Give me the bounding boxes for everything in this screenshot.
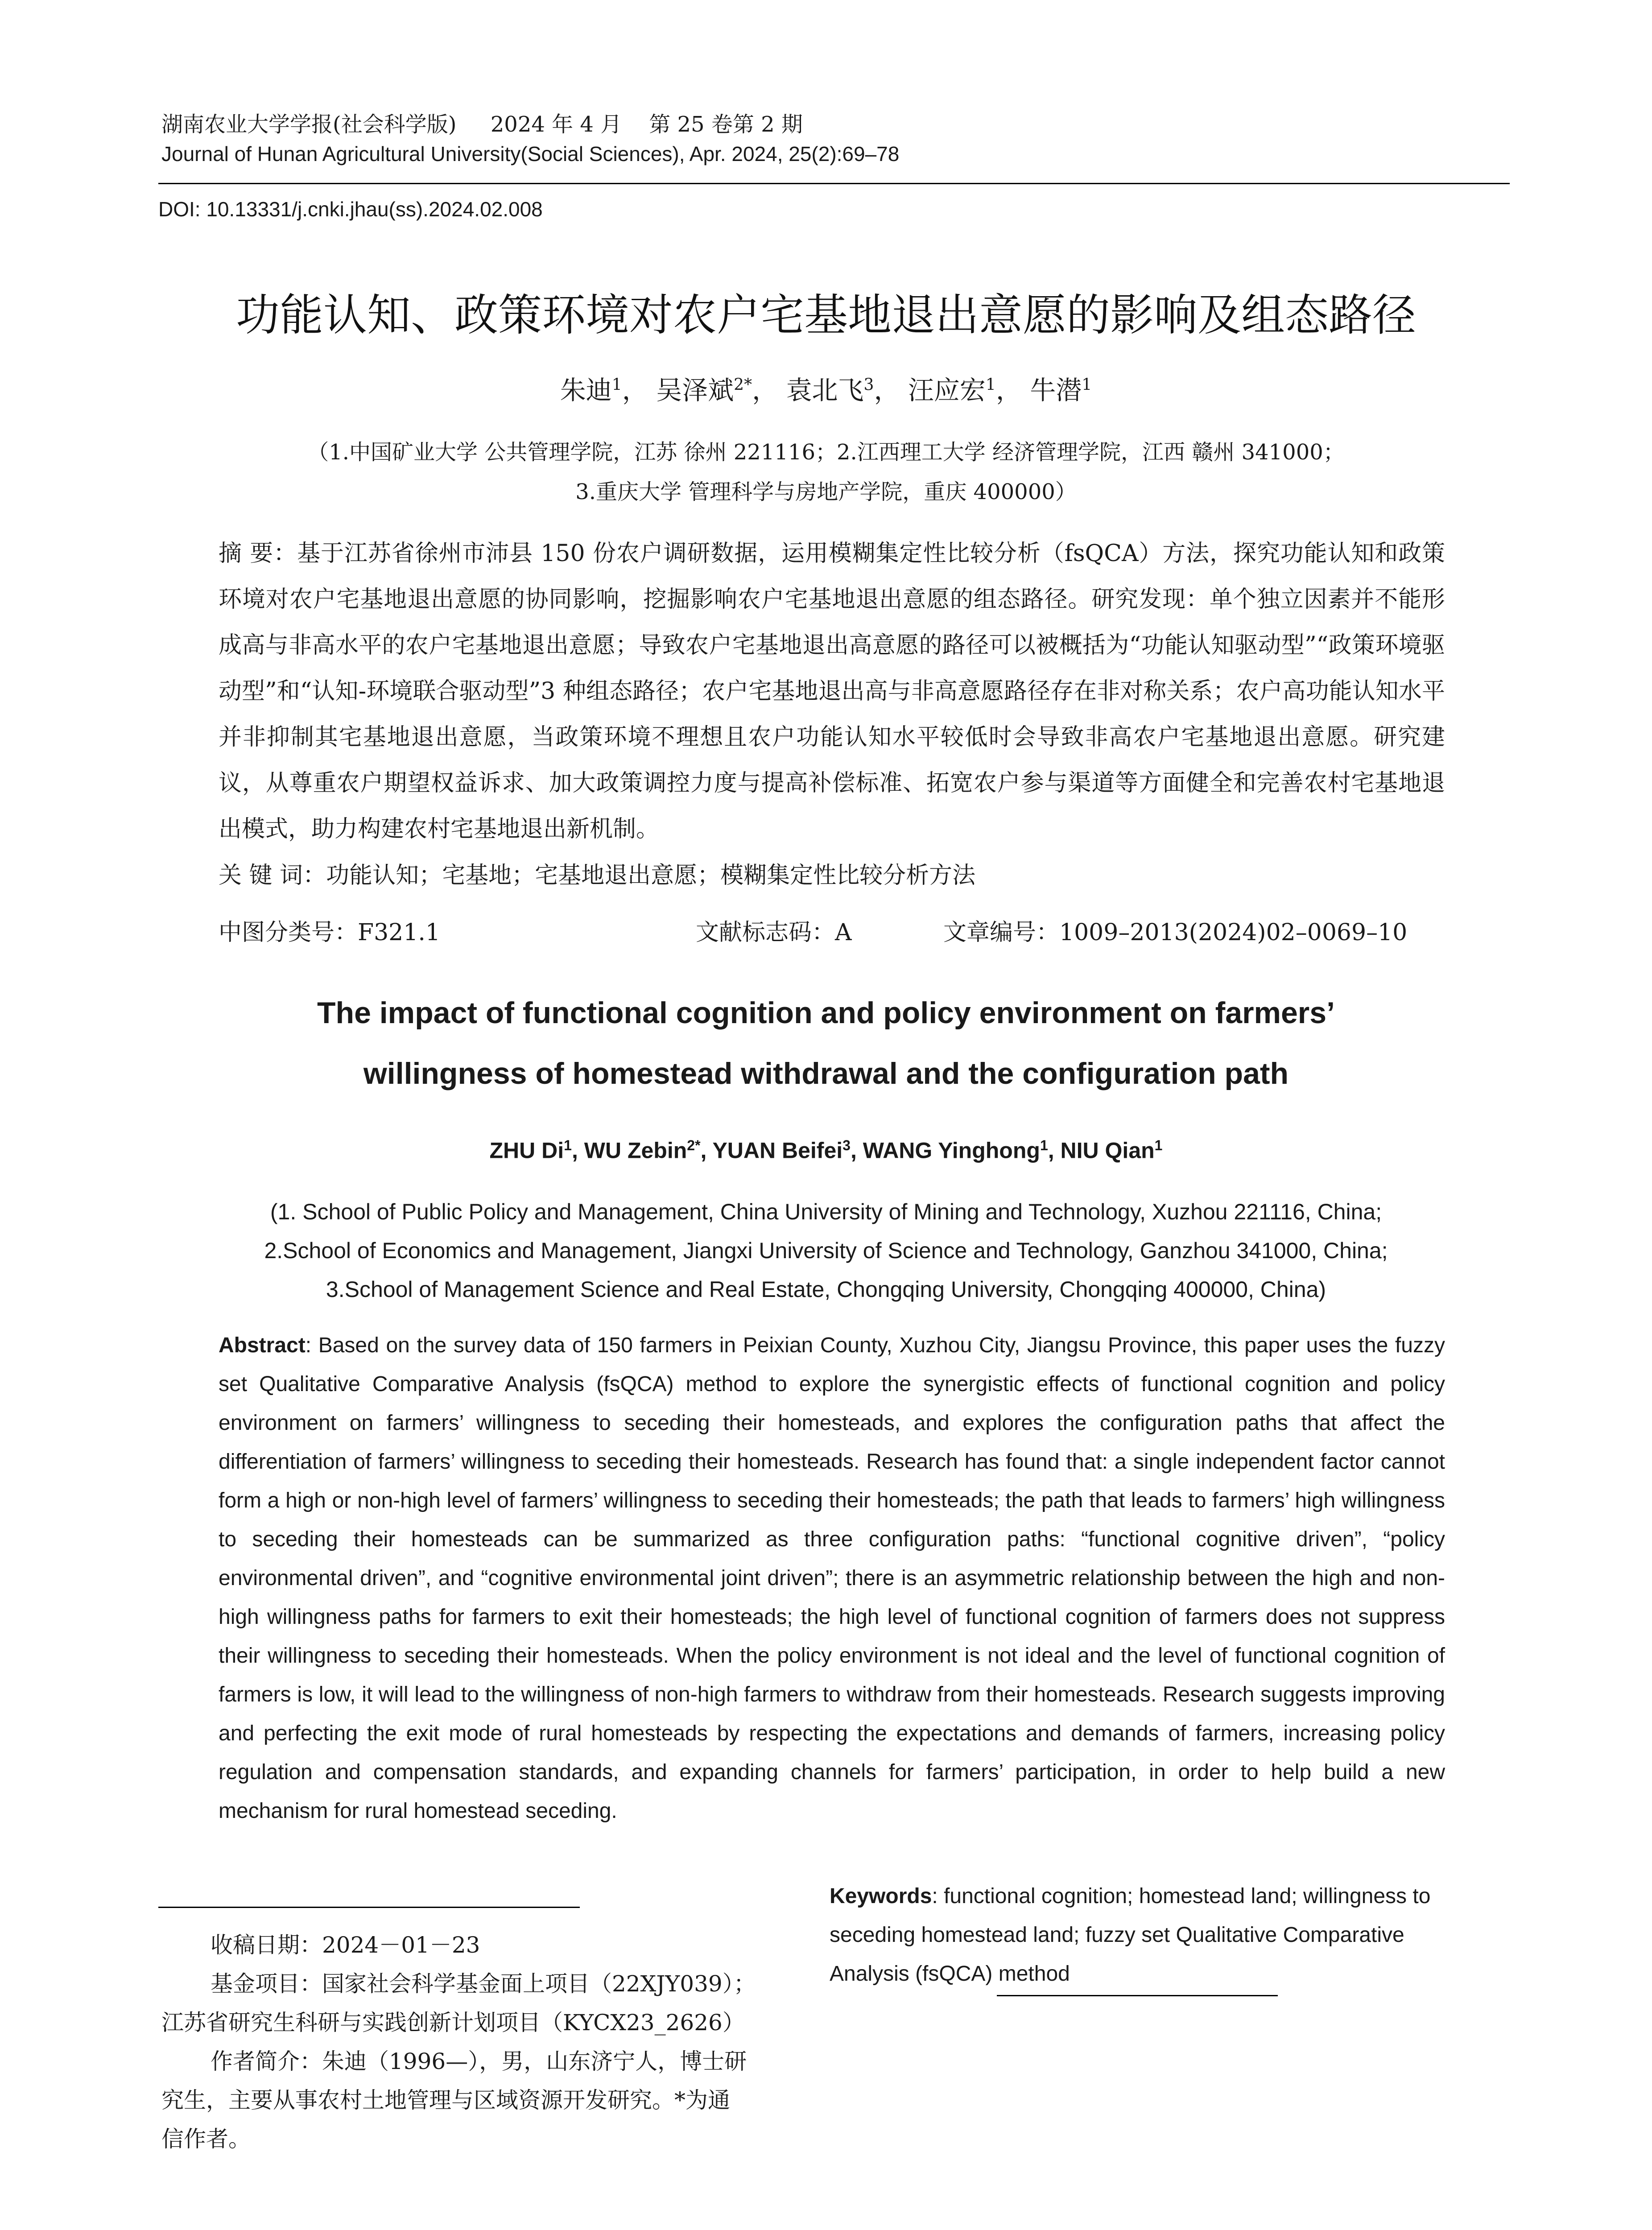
author-list-cn (0, 369, 1652, 407)
fund-line: 基金项目：国家社会科学基金面上项目（22XJY039）； (211, 1971, 756, 1997)
paper-title-en-line: The impact of functional cognition and policy environment on farmers’ (317, 996, 1335, 1030)
author-name: WANG Yinghong (863, 1138, 1040, 1163)
author-affil-mark: 3 (863, 376, 874, 394)
author-affil-mark: 2* (734, 376, 752, 394)
author-affil-mark: 1 (1082, 376, 1092, 394)
abstract-cn (219, 531, 1445, 852)
classification-number: 中图分类号：F321.1 (219, 919, 440, 946)
abstract-cn-text: 基于江苏省徐州市沛县 150 份农户调研数据，运用模糊集定性比较分析（fsQCA）方法，探究功能认知和政策环境对农户宅基地退出意愿的协同影响，挖掘影响农户宅基地退出意愿的组态路径。研究发现：单个独立因素并不能形成高与非高水平的农户宅基地退出意愿；导致农户宅基地退出高意愿的路径可以被概括为“功能认知驱动型”“政策环境驱动型”和“认知-环境联合驱动型”3 种组态路径；农户宅基地退出高与非高意愿路径存在非对称关系；农户高功能认知水平并非抑制其宅基地退出意愿，当政策环境不理想且农户功能认知水平较低时会导致非高农户宅基地退出意愿。研究建议，从尊重农户期望权益诉求、加大政策调控力度与提高补偿标准、拓宽农户参与渠道等方面健全和完善农村宅基地退出模式，助力构建农村宅基地退出新机制。 (219, 540, 1445, 842)
author-name: 袁北飞 (786, 375, 864, 405)
affiliation-cn-line: 3.重庆大学 管理科学与房地产学院，重庆 400000） (575, 479, 1077, 504)
author-list-en (0, 1137, 1652, 1164)
journal-header-en: Journal of Hunan Agricultural University(Social Sciences), Apr. 2024, 25(2):69–78 (161, 142, 900, 165)
author-separator: , (571, 1138, 584, 1163)
author-affil-mark: 1 (611, 376, 622, 394)
abstract-en (219, 1326, 1445, 1830)
abstract-cn-label: 摘 要： (219, 540, 297, 567)
author-separator: ， (995, 375, 1022, 405)
keywords-en (830, 1877, 1445, 1993)
paper-title-en-line: willingness of homestead withdrawal and the configuration path (363, 1057, 1289, 1090)
author-separator: ， (874, 375, 900, 405)
keywords-cn-label: 关 键 词： (219, 862, 326, 889)
affiliation-en-line: (1. School of Public Policy and Management, China University of Mining and Technology, Xuzhou 221116, China; (270, 1199, 1382, 1224)
author-name: ZHU Di (489, 1138, 564, 1163)
author-affil-mark: 1 (564, 1137, 572, 1153)
author-affil-mark: 3 (843, 1137, 851, 1153)
footnote (161, 1926, 808, 2159)
author-bio-line: 信作者。 (161, 2126, 251, 2152)
author-separator: , (1048, 1138, 1061, 1163)
keywords-cn (219, 856, 975, 890)
author-name: 吴泽斌 (656, 375, 734, 405)
author-bio-line: 究生，主要从事农村土地管理与区域资源开发研究。*为通 (161, 2087, 730, 2113)
abstract-en-label: Abstract (219, 1334, 306, 1357)
document-code: 文献标志码：A (696, 919, 852, 946)
paper-title-cn: 功能认知、政策环境对农户宅基地退出意愿的影响及组态路径 (235, 290, 1416, 339)
author-bio-line: 作者简介：朱迪（1996—），男，山东济宁人，博士研 (211, 2048, 747, 2074)
author-name: 牛潜 (1030, 375, 1082, 405)
author-name: 朱迪 (560, 375, 612, 405)
received-date: 收稿日期：2024－01－23 (211, 1932, 480, 1958)
affiliation-en-line: 3.School of Management Science and Real Estate, Chongqing University, Chongqing 400000, China) (326, 1277, 1326, 1302)
author-affil-mark: 1 (1040, 1137, 1048, 1153)
keywords-en-text: : functional cognition; homestead land; willingness to seceding homestead land; fuzzy set Qualitative Comparative Analysis (fsQCA) method (830, 1884, 1431, 1986)
author-separator: ， (622, 375, 648, 405)
author-affil-mark: 2* (687, 1137, 701, 1153)
keywords-cn-text: 功能认知；宅基地；宅基地退出意愿；模糊集定性比较分析方法 (326, 862, 976, 889)
author-separator: ， (752, 375, 778, 405)
author-name: YUAN Beifei (712, 1138, 843, 1163)
author-name: NIU Qian (1060, 1138, 1155, 1163)
author-affil-mark: 1 (1154, 1137, 1163, 1153)
fund-line: 江苏省研究生科研与实践创新计划项目（KYCX23_2626） (161, 2010, 745, 2036)
header-rule (158, 183, 1510, 184)
author-separator: , (850, 1138, 863, 1163)
article-number: 文章编号：1009–2013(2024)02–0069–10 (943, 919, 1408, 946)
footnote-rule (158, 1907, 580, 1908)
affiliation-en-line: 2.School of Economics and Management, Jiangxi University of Science and Technology, Ganzhou 341000, China; (264, 1238, 1388, 1263)
author-name: 汪应宏 (908, 375, 986, 405)
keywords-en-label: Keywords (830, 1884, 932, 1908)
keywords-rule (997, 1995, 1278, 1996)
author-separator: , (700, 1138, 713, 1163)
author-affil-mark: 1 (985, 376, 996, 394)
affiliation-cn-line: （1.中国矿业大学 公共管理学院，江苏 徐州 221116；2.江西理工大学 经济管理学院，江西 赣州 341000； (307, 440, 1345, 465)
journal-header-cn: 湖南农业大学学报(社会科学版) 2024 年 4 月 第 25 卷第 2 期 (161, 112, 803, 137)
abstract-en-text: : Based on the survey data of 150 farmers in Peixian County, Xuzhou City, Jiangsu Province, this paper uses the fuzzy set Qualitative Comparative Analysis (fsQCA) method to explore the synergistic effects of functional cognition and policy environment on farmers’ willingness to seceding their homesteads, and explores the configuration paths that affect the differentiation of farmers’ willingness to seceding their homesteads. Research has found that: a single independent factor cannot form a high or non-high level of farmers’ willingness to seceding their homesteads; the path that leads to farmers’ high willingness to seceding their homesteads can be summarized as three configuration paths: “functional cognitive driven”, “policy environmental driven”, and “cognitive environmental joint driven”; there is an asymmetric relationship between the high and non-high willingness paths for farmers to exit their homesteads; the high level of functional cognition of farmers does not suppress their willingness to seceding their homesteads. When the policy environment is not ideal and the level of functional cognition of farmers is low, it will lead to the willingness of non-high farmers to withdraw from their homesteads. Research suggests improving and perfecting the exit mode of rural homesteads by respecting the expectations and demands of farmers, increasing policy regulation and compensation standards, and expanding channels for farmers’ participation, in order to help build a new mechanism for rural homestead seceding. (219, 1334, 1445, 1823)
doi[interactable]: DOI: 10.13331/j.cnki.jhau(ss).2024.02.008 (158, 198, 543, 221)
author-name: WU Zebin (584, 1138, 687, 1163)
